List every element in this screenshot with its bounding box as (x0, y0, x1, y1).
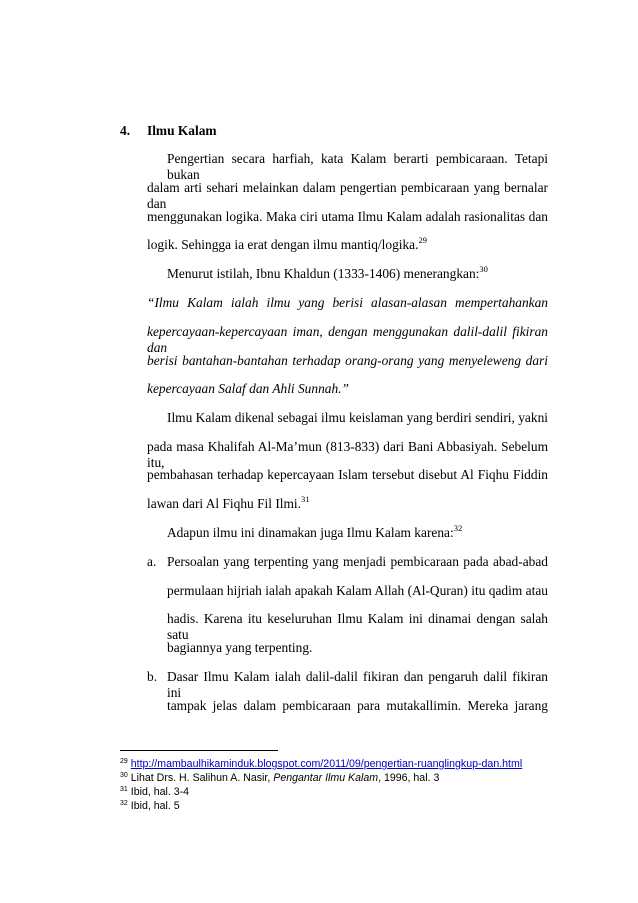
paragraph1-line3: menggunakan logika. Maka ciri utama Ilmu Kalam adalah rasionalitas dan (147, 209, 548, 224)
list-item-a-line2: permulaan hijriah ialah apakah Kalam Allah (Al-Quran) itu qadim atau (167, 583, 548, 598)
paragraph2-line1 (167, 266, 488, 282)
footnote-30-pre: Lihat Drs. H. Salihun A. Nasir, (130, 772, 274, 784)
footnote-ref-30[interactable]: 30 (479, 264, 488, 274)
footnote-32-text: Ibid, hal. 5 (130, 800, 180, 812)
paragraph1-line4-text: logik. Sehingga ia erat dengan ilmu mantiq/logika. (147, 237, 419, 252)
footnote-31-number: 31 (120, 786, 128, 793)
paragraph2-line1-text: Menurut istilah, Ibnu Khaldun (1333-1406) menerangkan: (167, 266, 480, 281)
paragraph3-line2: pada masa Khalifah Al-Ma’mun (813-833) dari Bani Abbasiyah. Sebelum itu, (147, 439, 548, 470)
paragraph1-line1: Pengertian secara harfiah, kata Kalam berarti pembicaraan. Tetapi bukan (167, 151, 548, 182)
list-item-a-line3: hadis. Karena itu keseluruhan Ilmu Kalam ini dinamai dengan salah satu (167, 611, 548, 642)
quote-line1: “Ilmu Kalam ialah ilmu yang berisi alasan-alasan mempertahankan (147, 295, 548, 310)
footnote-ref-29[interactable]: 29 (418, 235, 427, 245)
footnote-30-post: , 1996, hal. 3 (378, 772, 440, 784)
paragraph1-line2: dalam arti sehari melainkan dalam pengertian pembicaraan yang bernalar dan (147, 180, 548, 211)
list-item-a-line1: Persoalan yang terpenting yang menjadi pembicaraan pada abad-abad (167, 554, 548, 569)
quote-line3: berisi bantahan-bantahan terhadap orang-orang yang menyeleweng dari (147, 353, 548, 368)
paragraph4-line1 (167, 525, 462, 541)
paragraph3-line1: Ilmu Kalam dikenal sebagai ilmu keislaman yang berdiri sendiri, yakni (167, 410, 548, 425)
quote-line2: kepercayaan-kepercayaan iman, dengan menggunakan dalil-dalil fikiran dan (147, 324, 548, 355)
list-item-b-marker: b. (147, 669, 158, 684)
footnote-31 (120, 786, 189, 799)
section-title: Ilmu Kalam (147, 123, 217, 138)
footnote-30-book-title: Pengantar Ilmu Kalam (273, 772, 379, 784)
paragraph1-line4 (147, 237, 427, 253)
paragraph3-line4 (147, 496, 310, 512)
footnote-32 (120, 800, 180, 813)
paragraph4-line1-text: Adapun ilmu ini dinamakan juga Ilmu Kalam karena: (167, 525, 454, 540)
footnote-ref-32[interactable]: 32 (453, 523, 463, 533)
footnote-29-number: 29 (120, 758, 128, 765)
footnote-separator (120, 750, 278, 751)
paragraph3-line3: pembahasan terhadap kepercayaan Islam tersebut disebut Al Fiqhu Fiddin (147, 467, 548, 482)
list-item-a-line4: bagiannya yang terpenting. (167, 640, 313, 655)
footnote-29 (120, 758, 522, 771)
footnote-29-link[interactable]: http://mambaulhikaminduk.blogspot.com/2011/09/pengertian-ruanglingkup-dan.html (130, 758, 523, 770)
section-number: 4. (120, 123, 131, 138)
footnote-ref-31[interactable]: 31 (301, 494, 310, 504)
paragraph3-line4-text: lawan dari Al Fiqhu Fil Ilmi. (147, 496, 301, 511)
quote-line4: kepercayaan Salaf dan Ahli Sunnah.” (147, 381, 349, 396)
list-item-b-line1: Dasar Ilmu Kalam ialah dalil-dalil fikiran dan pengaruh dalil fikiran ini (167, 669, 548, 700)
footnote-31-text: Ibid, hal. 3-4 (130, 786, 190, 798)
list-item-a-marker: a. (147, 554, 157, 569)
footnote-30-number: 30 (120, 772, 128, 779)
list-item-b-line2: tampak jelas dalam pembicaraan para mutakallimin. Mereka jarang (167, 698, 548, 713)
footnote-32-number: 32 (120, 800, 128, 807)
footnote-30 (120, 772, 439, 785)
